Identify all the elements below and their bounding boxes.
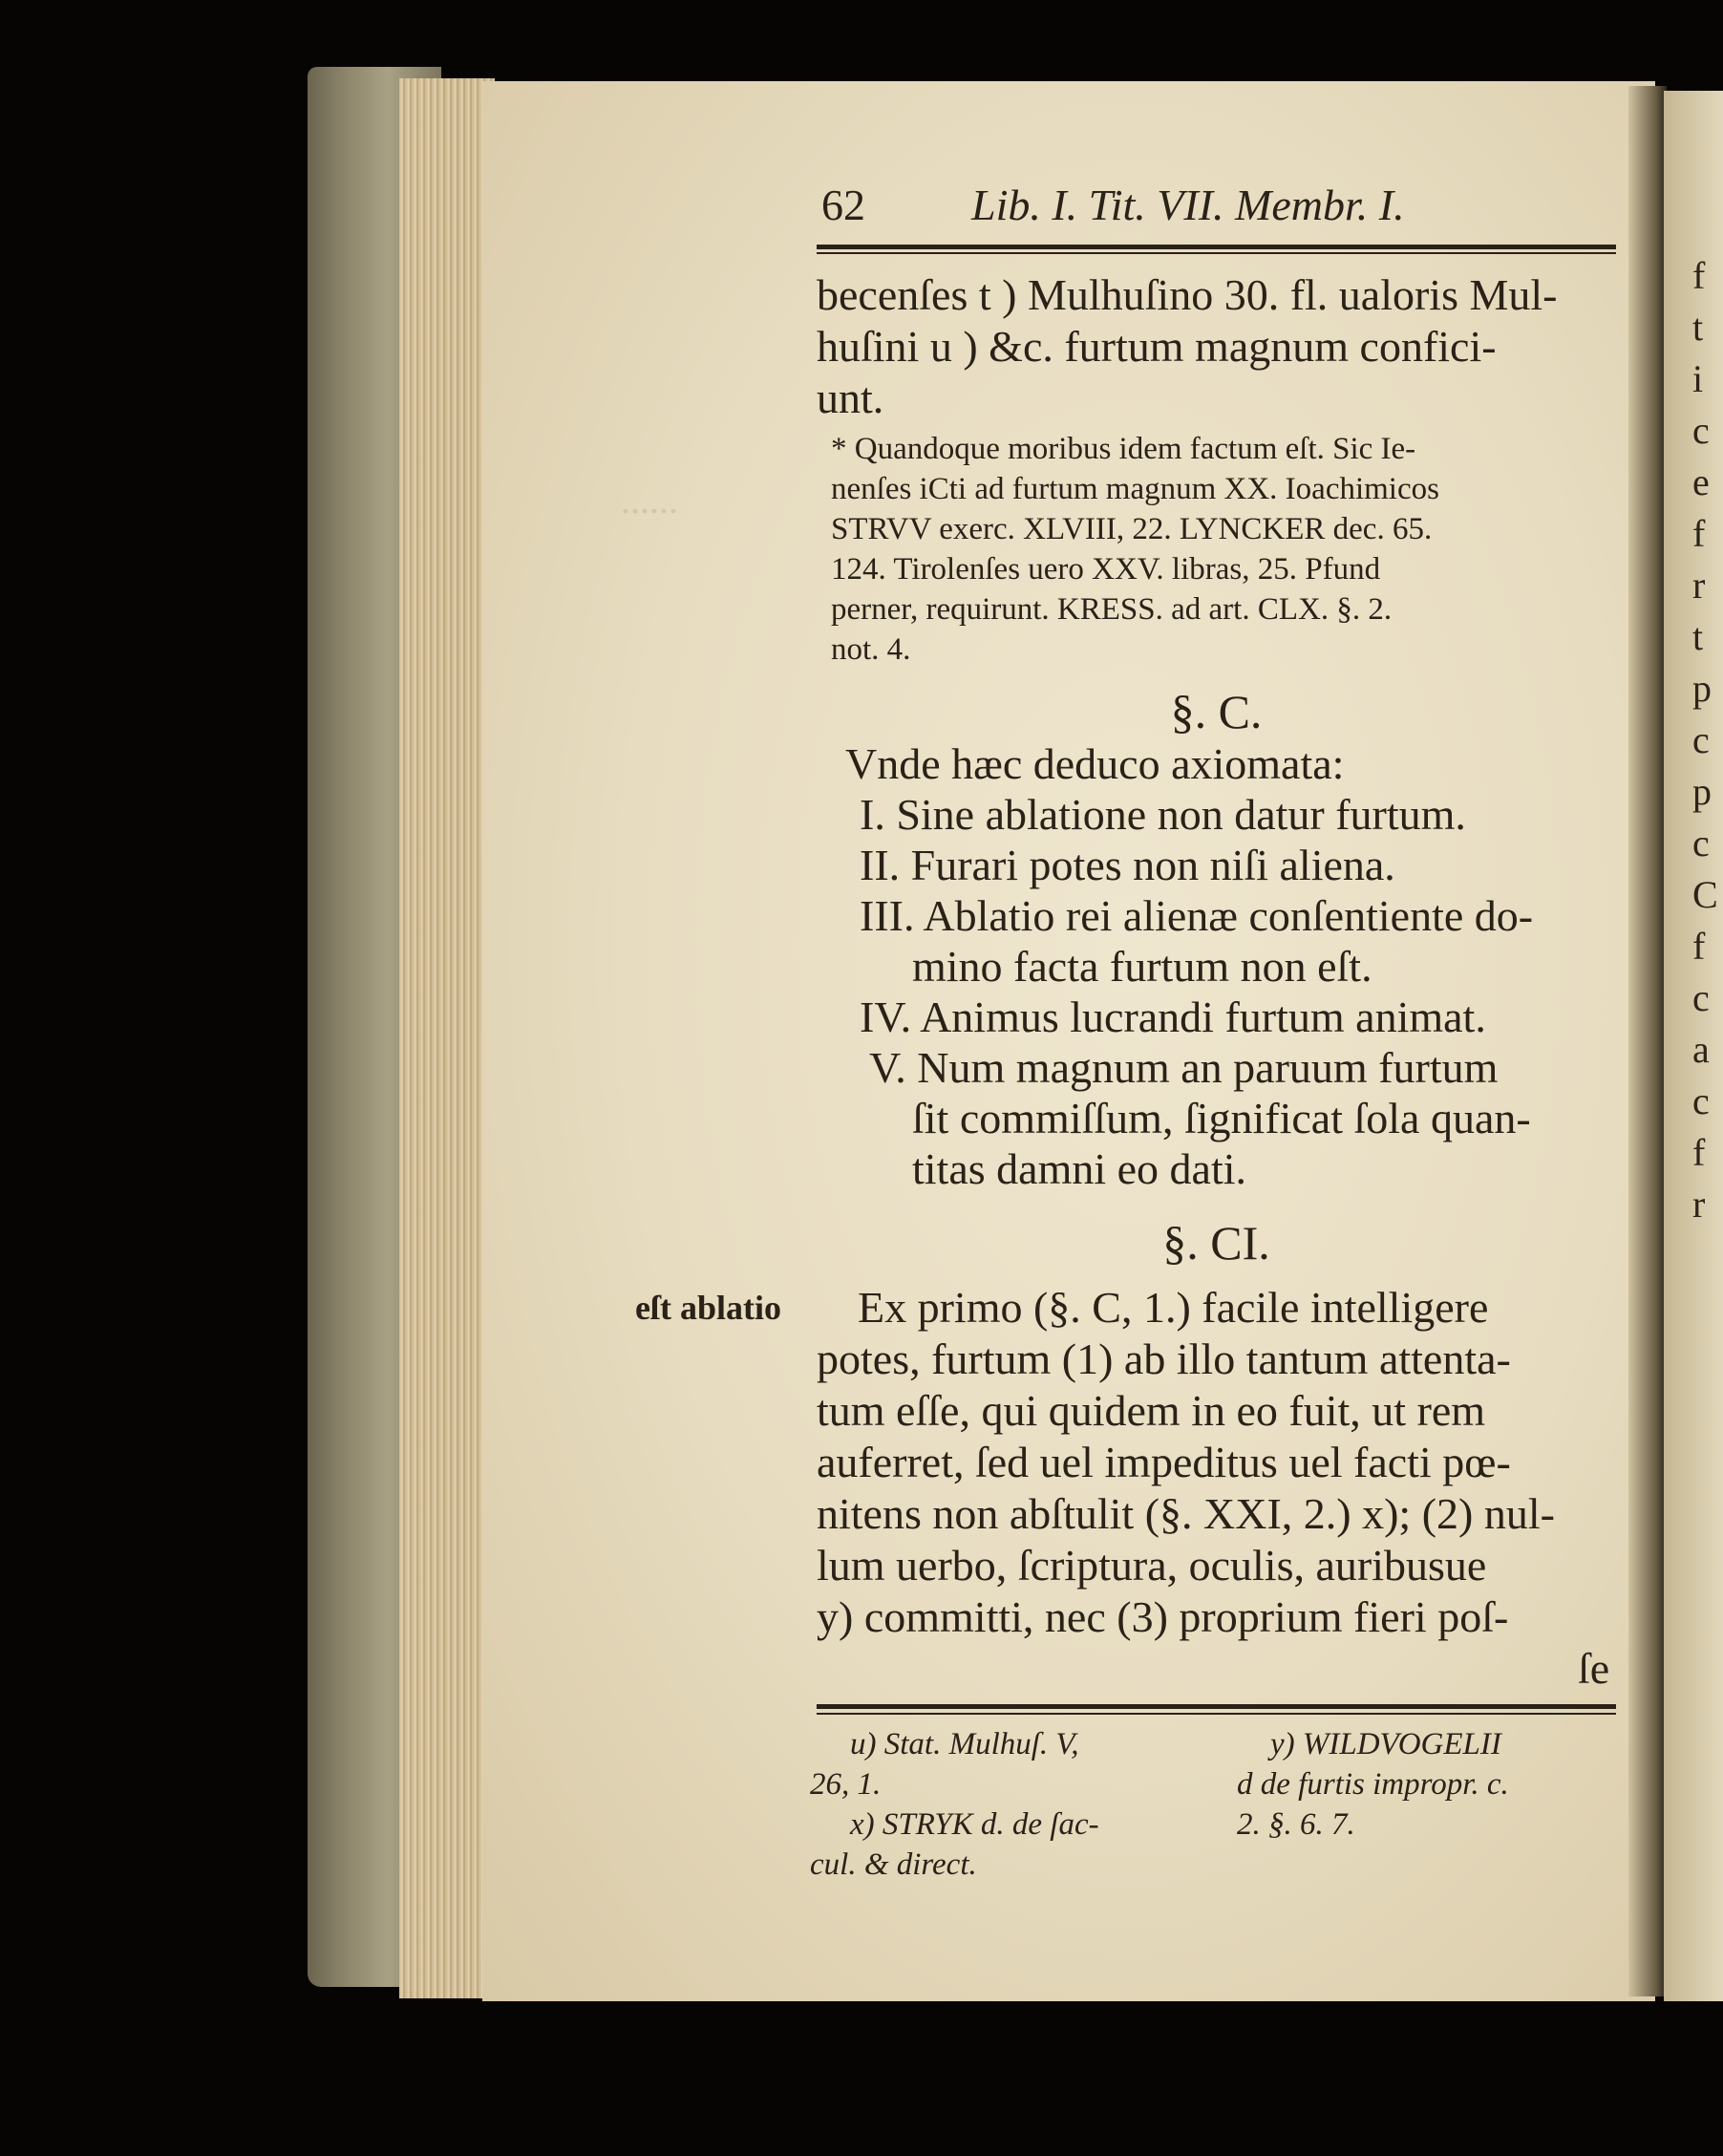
facing-page-char: f: [1692, 1131, 1706, 1174]
body-line: III. Ablatio rei alienæ conſentiente do-: [860, 891, 1534, 940]
catchword: ſe: [1578, 1644, 1610, 1693]
facing-page-char: c: [1692, 409, 1710, 452]
body-line: becenſes t ) Mulhuſino 30. fl. ualoris Mul-: [817, 270, 1558, 319]
note-line: STRVV exerc. XLVIII, 22. LYNCKER dec. 65.: [831, 512, 1433, 546]
note-line: * Quandoque moribus idem factum eſt. Sic Ie-: [831, 432, 1416, 466]
facing-page-char: t: [1692, 306, 1704, 349]
footnote-line: x) STRYK d. de ſac-: [850, 1807, 1099, 1842]
head-rule: [817, 245, 1616, 249]
marginal-note: eſt ablatio: [635, 1289, 781, 1327]
footnote-line: cul. & direct.: [810, 1847, 977, 1882]
facing-page-char: a: [1692, 1028, 1710, 1071]
facing-page-char: c: [1692, 976, 1710, 1019]
note-line: perner, requirunt. KRESS. ad art. CLX. §. 2.: [831, 592, 1393, 627]
footnote-rule-thin: [817, 1713, 1616, 1715]
facing-page-char: p: [1692, 667, 1712, 710]
facing-page-char: i: [1692, 357, 1704, 400]
facing-page-char: c: [1692, 718, 1710, 761]
facing-page-char: f: [1692, 512, 1706, 555]
body-line: tum eſſe, qui quidem in eo fuit, ut rem: [817, 1386, 1486, 1435]
body-line: nitens non abſtulit (§. XXI, 2.) x); (2) nul-: [817, 1489, 1555, 1538]
note-line: 124. Tirolenſes uero XXV. libras, 25. Pfund: [831, 552, 1381, 587]
facing-page-char: c: [1692, 1079, 1710, 1122]
body-line: II. Furari potes non niſi aliena.: [860, 841, 1395, 889]
facing-page-char: f: [1692, 925, 1706, 968]
note-line: nenſes iCti ad furtum magnum XX. Ioachimicos: [831, 472, 1439, 506]
body-line: IV. Animus lucrandi furtum animat.: [860, 993, 1486, 1041]
facing-page-char: r: [1692, 564, 1706, 607]
facing-page-char: t: [1692, 615, 1704, 658]
body-line: V. Num magnum an paruum furtum: [869, 1043, 1499, 1092]
body-line: titas damni eo dati.: [912, 1144, 1247, 1193]
facing-page-char: e: [1692, 460, 1710, 503]
body-line: auferret, ſed uel impeditus uel facti pœ-: [817, 1438, 1511, 1486]
body-line: Ex primo (§. C, 1.) facile intelligere: [858, 1283, 1489, 1332]
section-heading: §. CI.: [1162, 1216, 1270, 1270]
body-line: ſit commiſſum, ſignificat ſola quan-: [912, 1094, 1531, 1142]
page-block-edge: [399, 78, 495, 1998]
page-number: 62: [821, 181, 865, 229]
footnote-line: y) WILDVOGELII: [1270, 1727, 1501, 1761]
body-line: mino facta furtum non eſt.: [912, 942, 1372, 991]
body-line: lum uerbo, ſcriptura, oculis, auribusue: [817, 1541, 1487, 1590]
body-line: Vnde hæc deduco axiomata:: [845, 739, 1345, 788]
facing-page-char: c: [1692, 822, 1710, 865]
footnote-line: 26, 1.: [810, 1767, 882, 1802]
footnote-line: d de furtis impropr. c.: [1237, 1767, 1509, 1802]
footnote-line: 2. §. 6. 7.: [1237, 1807, 1355, 1842]
body-line: I. Sine ablatione non datur furtum.: [860, 790, 1466, 839]
facing-page-char: f: [1692, 254, 1706, 297]
footnote-rule: [817, 1704, 1616, 1709]
facing-page-char: p: [1692, 770, 1712, 813]
running-head: [821, 180, 1405, 230]
body-line: y) committi, nec (3) proprium fieri poſ-: [817, 1592, 1509, 1641]
binding-gutter: [1628, 86, 1667, 1996]
footnote-line: u) Stat. Mulhuſ. V,: [850, 1727, 1079, 1761]
facing-page-char: C: [1692, 873, 1718, 916]
section-heading: §. C.: [1170, 685, 1263, 738]
body-line: potes, furtum (1) ab illo tantum attenta-: [817, 1334, 1511, 1383]
head-rule-thin: [817, 252, 1616, 254]
running-title: Lib. I. Tit. VII. Membr. I.: [971, 181, 1405, 229]
body-line: huſini u ) &c. furtum magnum confici-: [817, 322, 1497, 371]
show-through-text: ......: [621, 479, 678, 522]
facing-page-char: r: [1692, 1183, 1706, 1226]
note-line: not. 4.: [831, 632, 911, 667]
body-line: unt.: [817, 374, 884, 422]
